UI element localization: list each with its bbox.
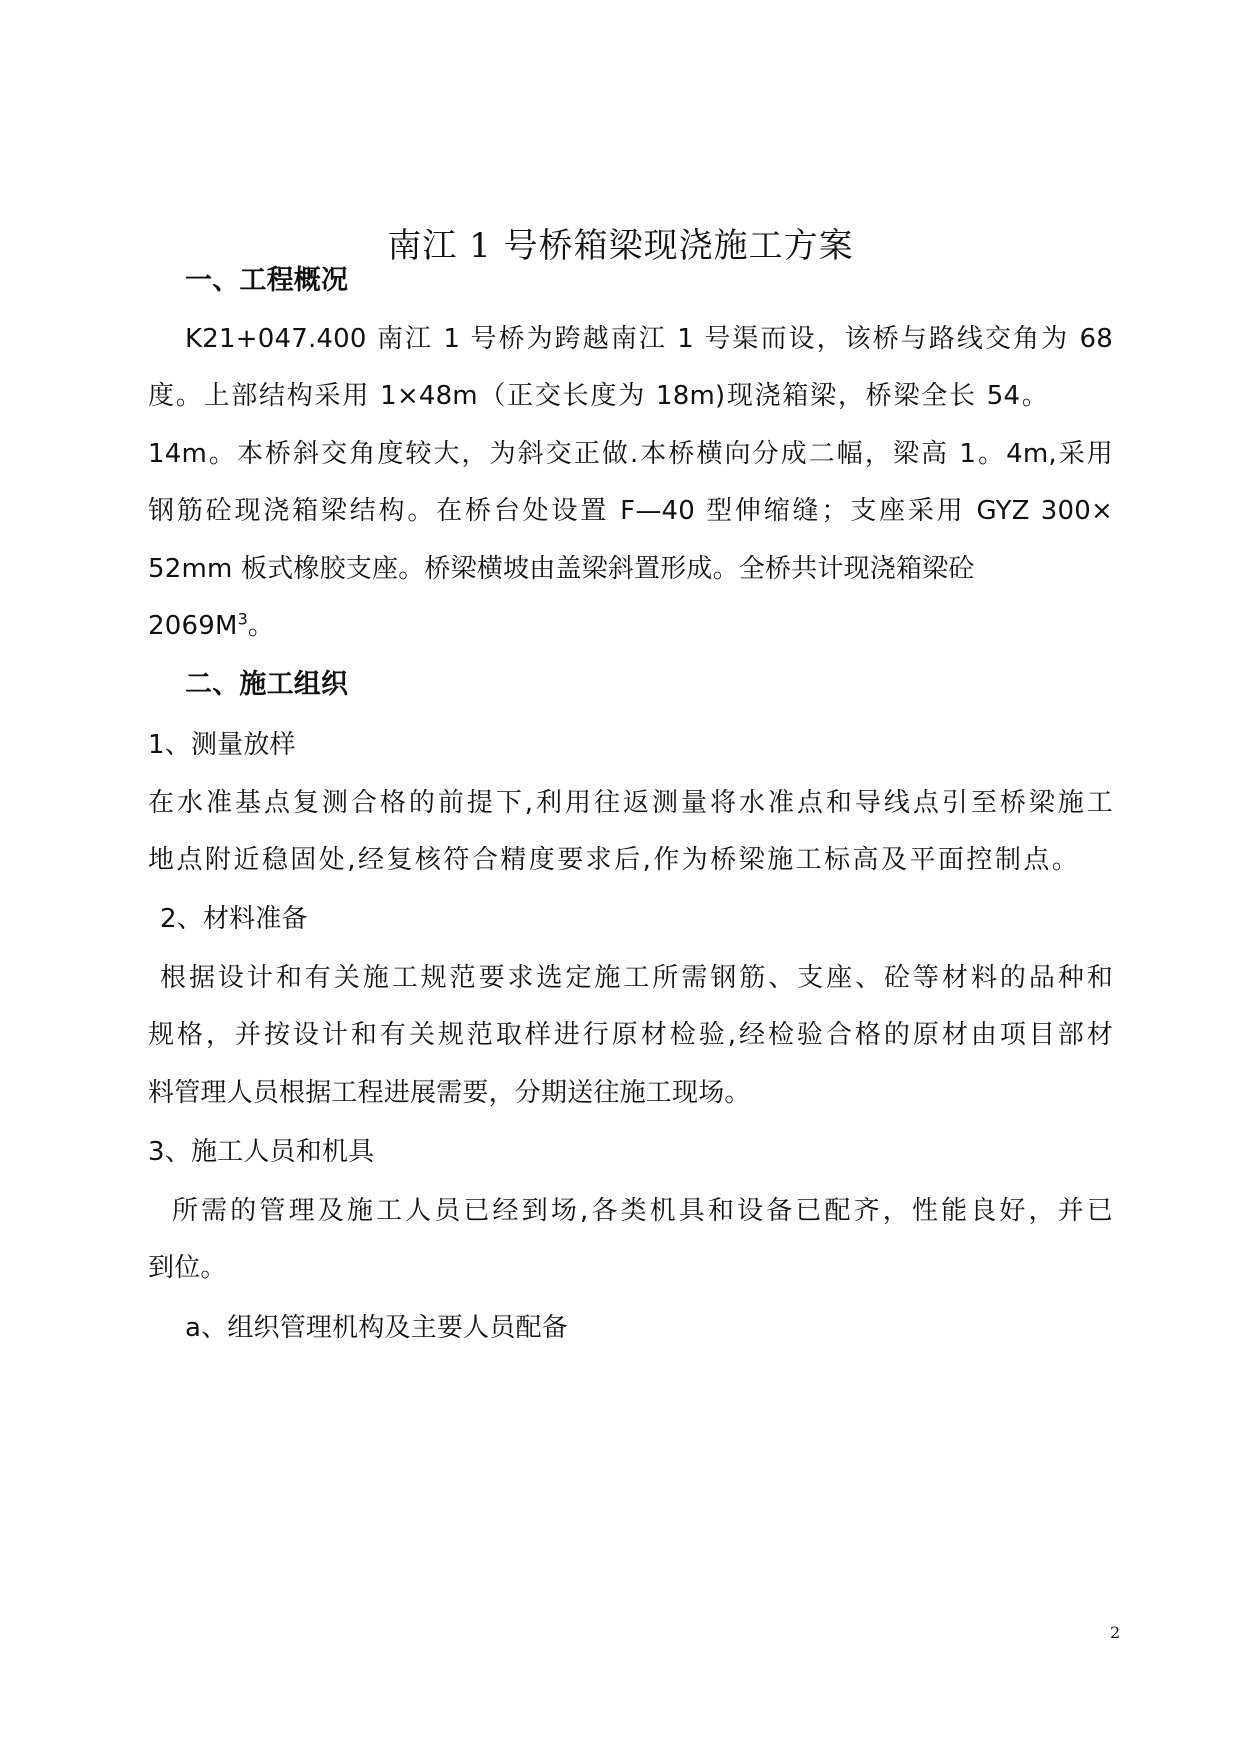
survey-line-1: 在水准基点复测合格的前提下,利用往返测量将水准点和导线点引至桥梁施工 [148,788,1113,818]
overview-line-5: 52mm 板式橡胶支座。桥梁横坡由盖梁斜置形成。全桥共计现浇箱梁砼 [148,554,975,584]
document-title: 南江 1 号桥箱梁现浇施工方案 [387,226,854,266]
section-heading-organization: 二、施工组织 [185,669,349,700]
concrete-volume-value: 2069M [148,611,238,641]
page-number: 2 [1110,1623,1121,1642]
section-heading-overview: 一、工程概况 [185,265,349,296]
materials-line-2: 规格，并按设计和有关规范取样进行原材检验,经检验合格的原材由项目部材 [148,1020,1113,1050]
item-heading-survey: 1、测量放样 [148,730,296,760]
personnel-line-1: 所需的管理及施工人员已经到场,各类机具和设备已配齐，性能良好，并已 [172,1196,1113,1226]
overview-line-4: 钢筋砼现浇箱梁结构。在桥台处设置 F—40 型伸缩缝；支座采用 GYZ 300× [148,496,1113,526]
overview-line-1: K21+047.400 南江 1 号桥为跨越南江 1 号渠而设，该桥与路线交角为 68 [185,324,1113,354]
subitem-organization-staffing: a、组织管理机构及主要人员配备 [185,1313,568,1343]
item-heading-materials: 2、材料准备 [160,904,308,934]
overview-line-6-end: 。 [248,611,275,641]
materials-line-1: 根据设计和有关施工规范要求选定施工所需钢筋、支座、砼等材料的品种和 [160,963,1113,993]
personnel-line-2: 到位。 [148,1253,227,1283]
survey-line-2: 地点附近稳固处,经复核符合精度要求后,作为桥梁施工标高及平面控制点。 [148,845,1078,875]
overview-line-2: 度。上部结构采用 1×48m（正交长度为 18m)现浇箱梁，桥梁全长 54。 [148,381,1048,411]
cubic-superscript: 3 [237,609,248,629]
materials-line-3: 料管理人员根据工程进展需要，分期送往施工现场。 [148,1078,751,1108]
item-heading-personnel: 3、施工人员和机具 [148,1137,375,1167]
overview-line-6 [148,609,274,643]
overview-line-3: 14m。本桥斜交角度较大，为斜交正做.本桥横向分成二幅，梁高 1。4m,采用 [148,439,1113,469]
